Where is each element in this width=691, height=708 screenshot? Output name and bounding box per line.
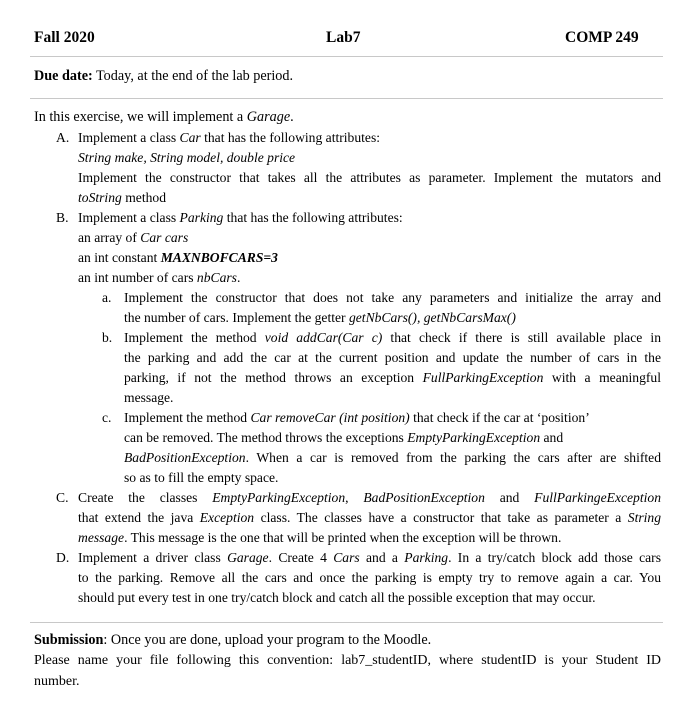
subitem-a-line2: the number of cars. Implement the getter getNbCars(), getNbCarsMax() [124,310,516,325]
subitem-b-line4: message. [124,390,174,405]
item-a-line2: String make, String model, double price [78,150,296,165]
item-d-label: D. [56,550,70,565]
item-b-line3: an int constant MAXNBOFCARS=3 [78,250,278,265]
subitem-b-line1: Implement the method void addCar(Car c) that check if there is still available place in [124,330,662,345]
subitem-c-line1: Implement the method Car removeCar (int position) that check if the car at ‘position’ [124,410,590,425]
subitem-a-label: a. [102,290,112,305]
item-a-line3: Implement the constructor that takes all the attributes as parameter. Implement the mutators and [78,170,661,185]
item-c-line3: message. This message is the one that will be printed when the exception will be thrown. [78,530,562,545]
item-a-label: A. [56,130,70,145]
item-a-line1: Implement a class Car that has the following attributes: [78,130,381,145]
submission-line2: Please name your file following this convention: lab7_studentID, where studentID is your Student ID [34,653,661,668]
due-date: Due date: Today, at the end of the lab period. [34,68,294,84]
item-d-line2: to the parking. Remove all the cars and once the parking is empty try to remove again a car. You [78,570,661,585]
header-divider [30,56,663,57]
subitem-c-label: c. [102,410,112,425]
item-b-line4: an int number of cars nbCars. [78,270,241,285]
submission-line1: Submission: Once you are done, upload your program to the Moodle. [34,632,432,648]
course-code: COMP 249 [565,29,639,46]
semester-label: Fall 2020 [34,29,95,46]
subitem-c-line2: can be removed. The method throws the exceptions EmptyParkingException and [124,430,564,445]
item-d-line1: Implement a driver class Garage. Create 4 Cars and a Parking. In a try/catch block add those cars [78,550,661,565]
due-divider [30,98,663,99]
subitem-c-line3: BadPositionException. When a car is removed from the parking the cars after are shifted [124,450,661,465]
lab-title: Lab7 [326,29,361,46]
item-c-label: C. [56,490,69,505]
due-date-label: Due date: [34,68,93,84]
item-b-label: B. [56,210,69,225]
subitem-b-label: b. [102,330,113,345]
item-c-line1: Create the classes EmptyParkingException, BadPositionException and FullParkingeException [78,490,661,505]
subitem-c-line4: so as to fill the empty space. [124,470,279,485]
subitem-b-line3: parking, if not the method throws an exception FullParkingException with a meaningful [124,370,661,385]
item-c-line2: that extend the java Exception class. The classes have a constructor that take as parameter a String [78,510,661,525]
subitem-b-line2: the parking and add the car at the current position and update the number of cars in the [124,350,661,365]
submission-divider [30,622,663,623]
intro-text: In this exercise, we will implement a Garage. [34,109,294,125]
submission-label: Submission [34,632,104,648]
item-b-line2: an array of Car cars [78,230,189,245]
submission-line3: number. [34,674,80,689]
subitem-a-line1: Implement the constructor that does not take any parameters and initialize the array and [124,290,661,305]
item-a-line4: toString method [78,190,166,205]
item-b-line1: Implement a class Parking that has the following attributes: [78,210,403,225]
item-d-line3: should put every test in one try/catch block and catch all the possible exception that may occur. [78,590,596,605]
